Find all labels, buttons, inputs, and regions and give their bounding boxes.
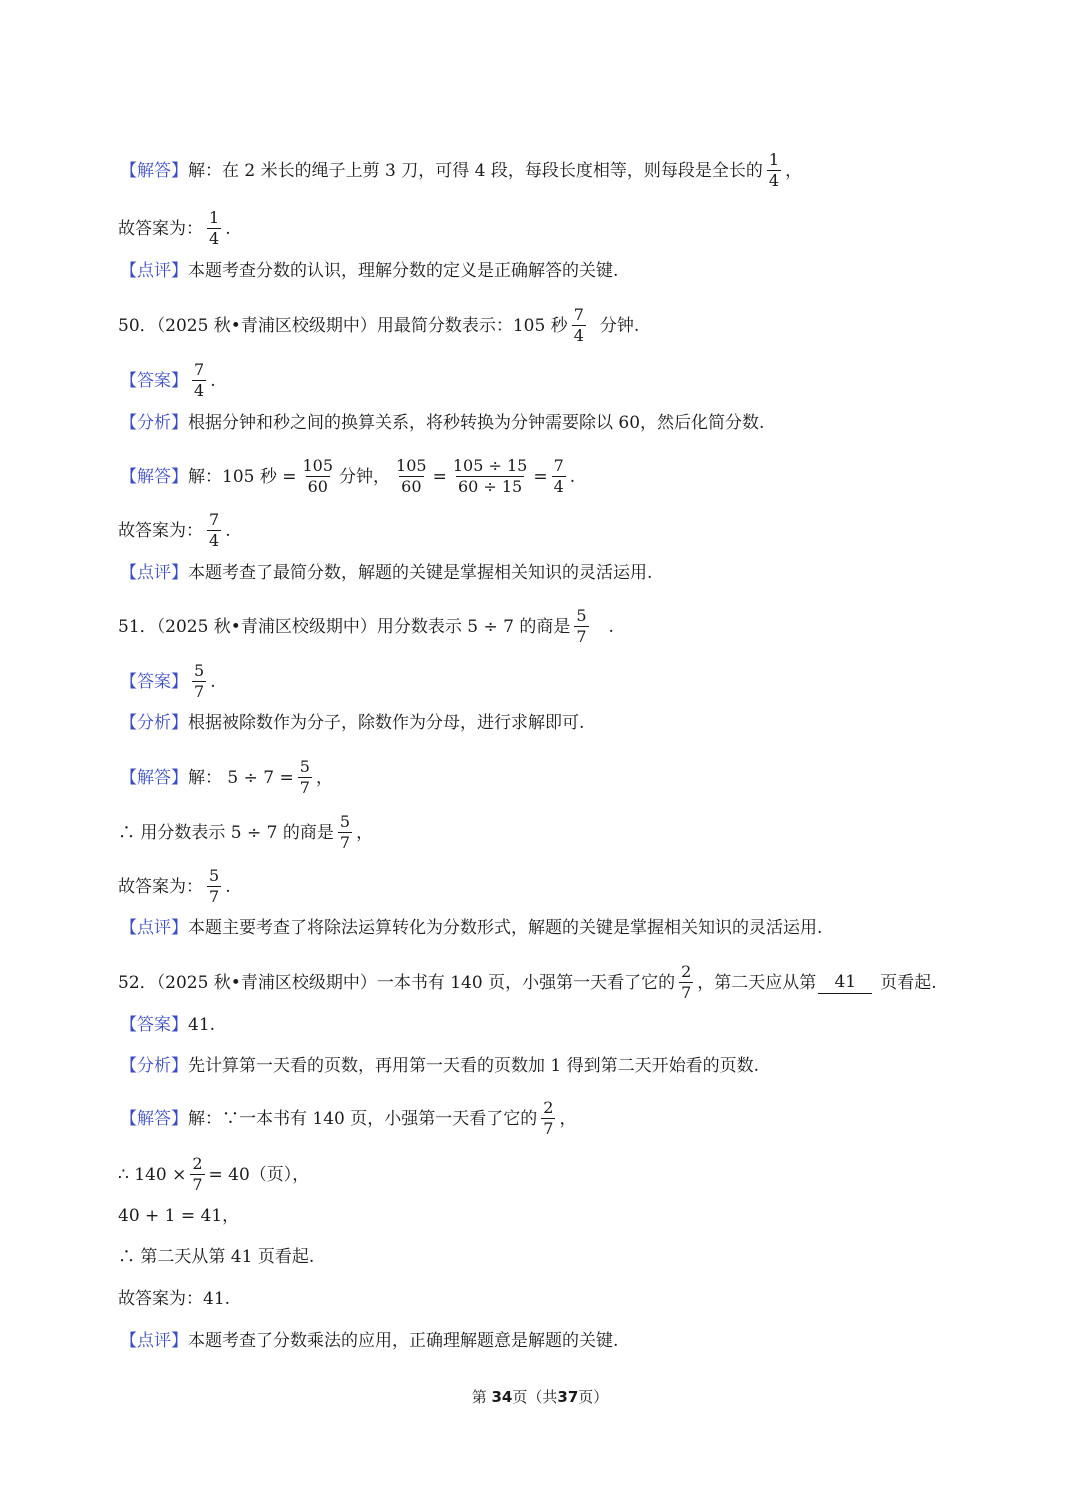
fraction: $\frac{7}{4}$ [194,360,205,400]
final-answer-52: 故答案为：41. [118,1289,231,1309]
analysis-52: 【分析】 先计算第一天看的页数，再用第一天看的页数加 1 得到第二天开始看的页数. [120,1056,760,1076]
fraction: $\frac{5}{7}$ [576,606,587,646]
review-tag: 【点评】 [120,261,188,281]
answer-blank: 41 [818,971,872,994]
analysis-tag: 【分析】 [120,1056,188,1076]
fraction: $\frac{7}{4}$ [573,305,584,345]
analysis-tag: 【分析】 [120,413,188,433]
fraction: $\frac{5}{7}$ [299,757,310,797]
step-52-3: ∴ 第二天从第 41 页看起. [118,1247,315,1267]
fraction: $\frac{2}{7}$ [192,1154,203,1194]
page-footer: 第 34页（共37页） [471,1388,609,1406]
final-answer-49: 故答案为： $\frac{1}{4}$ . [118,208,231,248]
fraction: $\frac{5}{7}$ [194,661,205,701]
fraction: $\frac{2}{7}$ [681,962,692,1002]
fraction: $\frac{5}{7}$ [209,866,220,906]
answer-tag: 【答案】 [120,1015,188,1035]
page-number: 34 [491,1388,513,1406]
therefore-51: ∴ 用分数表示 5 ÷ 7 的商是 $\frac{5}{7}$ ， [118,812,374,852]
solution-51: 【解答】 解： 5 ÷ 7 = $\frac{5}{7}$ ， [120,757,333,797]
review-tag: 【点评】 [120,918,188,938]
fraction: $\frac{105 \div 15}{60 \div 15}$ [452,456,528,496]
solution-tag: 【解答】 [120,160,188,181]
question-50: 50．（2025 秋•青浦区校级期中）用最简分数表示：105 秒 $\frac{7}{4}$ 分钟. [118,305,640,345]
fraction: $\frac{7}{4}$ [553,456,564,496]
question-52: 52．（2025 秋•青浦区校级期中）一本书有 140 页，小强第一天看了它的 $\frac{2}{7}$ ，第二天应从第 41 页看起. [118,962,937,1002]
fraction: $\frac{1}{4}$ [209,208,220,248]
question-51: 51．（2025 秋•青浦区校级期中）用分数表示 5 ÷ 7 的商是 $\frac{5}{7}$ . [118,606,614,646]
review-51: 【点评】 本题主要考查了将除法运算转化为分数形式，解题的关键是掌握相关知识的灵活运用. [120,918,823,938]
review-50: 【点评】 本题考查了最简分数，解题的关键是掌握相关知识的灵活运用. [120,563,653,583]
solution-text: 解：在 2 米长的绳子上剪 3 刀，可得 4 段，每段长度相等，则每段是全长的 [188,160,763,181]
solution-49: 【解答】 解：在 2 米长的绳子上剪 3 刀，可得 4 段，每段长度相等，则每段是全长的 $\frac{1}{4}$ ， [120,150,803,190]
fraction: $\frac{1}{4}$ [768,150,780,190]
fraction: $\frac{2}{7}$ [543,1098,554,1138]
answer-tag: 【答案】 [120,671,188,692]
review-49: 【点评】 本题考查分数的认识，理解分数的定义是正确解答的关键. [120,261,619,281]
solution-50: 【解答】 解：105 秒 = $\frac{105}{60}$ 分钟， $\frac{105}{60}$ = $\frac{105 \div 15}{60 \div 15}$ = $\frac{7}{4}$ . [120,456,576,496]
final-answer-51: 故答案为： $\frac{5}{7}$ . [118,866,231,906]
analysis-51: 【分析】 根据被除数作为分子，除数作为分母，进行求解即可. [120,713,585,733]
solution-tag: 【解答】 [120,466,188,487]
fraction: $\frac{105}{60}$ [396,456,427,496]
fraction: $\frac{5}{7}$ [339,812,351,852]
answer-tag: 【答案】 [120,370,188,391]
solution-tag: 【解答】 [120,767,188,788]
step-52-1: ∴ 140 × $\frac{2}{7}$ = 40（页）， [118,1154,310,1194]
fraction: $\frac{7}{4}$ [209,510,220,550]
review-tag: 【点评】 [120,1331,188,1351]
solution-tag: 【解答】 [120,1108,188,1129]
fraction: $\frac{105}{60}$ [302,456,334,496]
answer-50: 【答案】 $\frac{7}{4}$ . [120,360,216,400]
answer-51: 【答案】 $\frac{5}{7}$ . [120,661,216,701]
review-tag: 【点评】 [120,563,188,583]
page-total: 37 [557,1388,579,1406]
step-52-2: 40 + 1 = 41， [118,1206,240,1226]
analysis-tag: 【分析】 [120,713,188,733]
answer-52: 【答案】 41. [120,1015,216,1035]
solution-52: 【解答】 解：∵一本书有 140 页，小强第一天看了它的 $\frac{2}{7}$ ， [120,1098,577,1138]
analysis-50: 【分析】 根据分钟和秒之间的换算关系，将秒转换为分钟需要除以 60，然后化简分数. [120,413,765,433]
review-52: 【点评】 本题考查了分数乘法的应用，正确理解题意是解题的关键. [120,1331,619,1351]
final-answer-50: 故答案为： $\frac{7}{4}$ . [118,510,231,550]
